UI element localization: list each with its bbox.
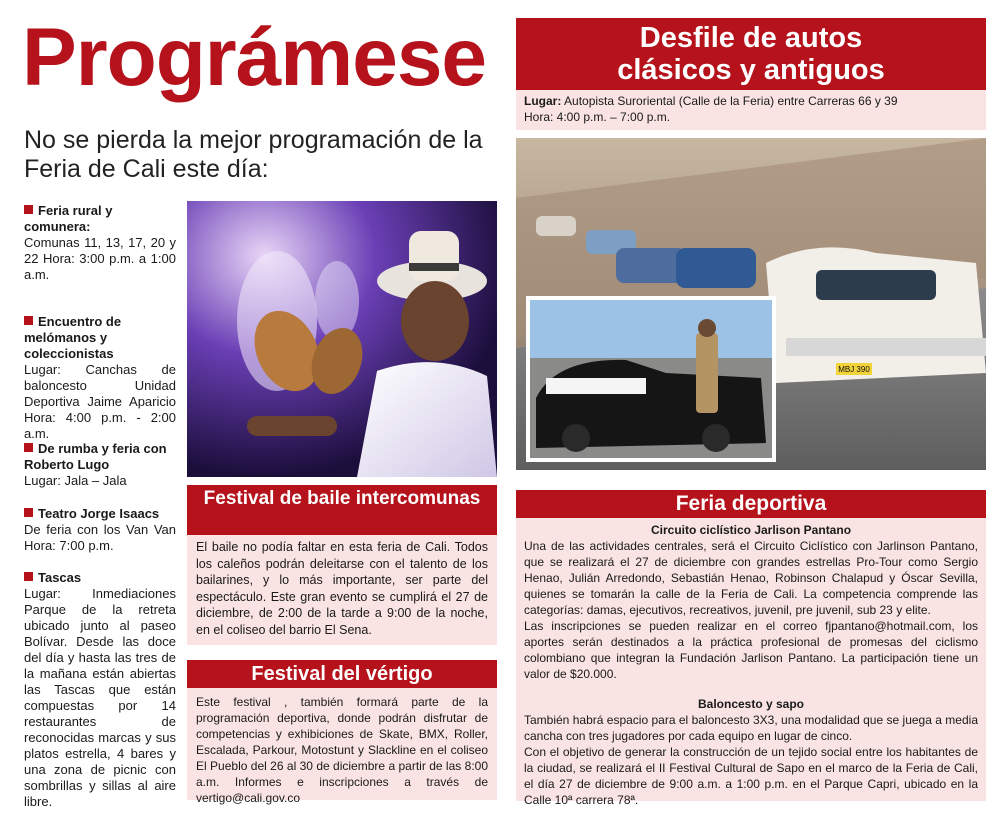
deportiva-paragraph: Con el objetivo de generar la construcción de un tejido social entre los habitantes de la ciudad, se realizará el II Festival Cultural de Sapo en el marco de la Feria de Cali, el día 27 de diciembre de 9:00 a.m. a 1:00 p.m. en el Parque Capri, ubicado en la Calle 10ª carrera 78ª. (524, 745, 978, 807)
intro-text: No se pierda la mejor programación de la Feria de Cali este día: (24, 126, 483, 183)
lugar-text: Autopista Suroriental (Calle de la Feria) entre Carreras 66 y 39 (564, 94, 898, 108)
desfile-title (516, 18, 986, 90)
event-item (24, 506, 176, 554)
event-body: Comunas 11, 13, 17, 20 y 22 Hora: 3:00 p.m. a 1:00 a.m. (24, 235, 176, 282)
event-item (24, 570, 176, 810)
bullet-square-icon (24, 316, 33, 325)
deportiva-paragraph: También habrá espacio para el baloncesto 3X3, una modalidad que se juega a media cancha con tres jugadores por cada equipo en lugar de cinco. (524, 713, 978, 743)
vertigo-title: Festival del vértigo (187, 660, 497, 688)
desfile-info (516, 90, 986, 130)
event-body: De feria con los Van Van Hora: 7:00 p.m. (24, 522, 176, 553)
event-heading: Feria rural y comunera: (24, 203, 113, 234)
deportiva-subtitle: Baloncesto y sapo (697, 697, 805, 711)
deportiva-title: Feria deportiva (516, 490, 986, 518)
event-body: Lugar: Jala – Jala (24, 473, 127, 488)
deportiva-paragraph: Una de las actividades centrales, será el Circuito Ciclístico con Jarlinson Pantano, que se realizará el 27 de diciembre con grandes estrellas Pro-Tour como Sergio Henao, Julián Arredondo, Sebastián Henao, Robinson Chalapud y Óscar Sevilla, quienes se tomarán la calle de la Feria de Cali. La competencia comprende las categorías: damas, ejecutivos, recreativos, juvenil, pre juvenil, sub 23 y elite. (524, 539, 978, 617)
hora-text: Hora: 4:00 p.m. – 7:00 p.m. (524, 110, 671, 124)
event-item (24, 314, 176, 442)
vertigo-text: Este festival , también formará parte de la programación deportiva, donde podrán disfrutar de competencias y exhibiciones de Skate, BMX, Roller, Escalada, Parkour, Motostunt y Slackline en el coliseo El Pueblo del 26 al 30 de diciembre a partir de las 8:00 a.m. Informes e inscripciones a través de vertigo@cali.gov.co (187, 688, 497, 800)
bullet-square-icon (24, 508, 33, 517)
bullet-square-icon (24, 572, 33, 581)
bullet-square-icon (24, 443, 33, 452)
deportiva-subtitle: Circuito ciclístico Jarlison Pantano (650, 523, 852, 537)
dancer-photo (187, 201, 497, 477)
lugar-label: Lugar: (524, 94, 562, 108)
page-title: Prográmese (22, 12, 487, 103)
bullet-square-icon (24, 205, 33, 214)
event-item (24, 203, 176, 283)
baile-title: Festival de baile intercomunas (187, 485, 497, 535)
baile-text: El baile no podía faltar en esta feria de Cali. Todos los caleños podrán deleitarse con el talento de los bailarines, y lo más importante, ser parte del espectáculo. Este gran evento se cumplirá el 27 de diciembre, de 2:00 de la tarde a 9:00 de la noche, en el coliseo del barrio El Sena. (187, 535, 497, 645)
event-heading: Tascas (38, 570, 82, 585)
classic-cars-photo (516, 138, 986, 470)
event-heading: De rumba y feria con Roberto Lugo (24, 441, 167, 472)
desfile-title-line1: Desfile de autos (639, 22, 863, 54)
event-body: Lugar: Inmediaciones Parque de la retreta ubicado junto al paseo Bolívar. Desde las doce del día y hasta las tres de la mañana están abiertas las Tascas que están compuestas por 14 restaurantes de reconocidas marcas y sus platos estrella, 4 bares y una zona de picnic con sombrillas y sillas al aire libre. (24, 586, 176, 809)
license-plate: MBJ 390 (838, 365, 870, 374)
deportiva-paragraph: Las inscripciones se pueden realizar en el correo fjpantano@hotmail.com, los aportes serán destinados a la práctica profesional de promesas del ciclismo colombiano que integran la Fundación Jarlison Pantano. La participación tiene un valor de $20.000. (524, 619, 978, 681)
event-item (24, 441, 176, 489)
deportiva-body (516, 518, 986, 807)
desfile-title-line2: clásicos y antiguos (617, 54, 885, 86)
event-body: Lugar: Canchas de baloncesto Unidad Deportiva Jaime Aparicio Hora: 4:00 p.m. - 2:00 a.m. (24, 362, 176, 441)
event-heading: Encuentro de melómanos y coleccionistas (24, 314, 122, 361)
event-heading: Teatro Jorge Isaacs (38, 506, 160, 521)
